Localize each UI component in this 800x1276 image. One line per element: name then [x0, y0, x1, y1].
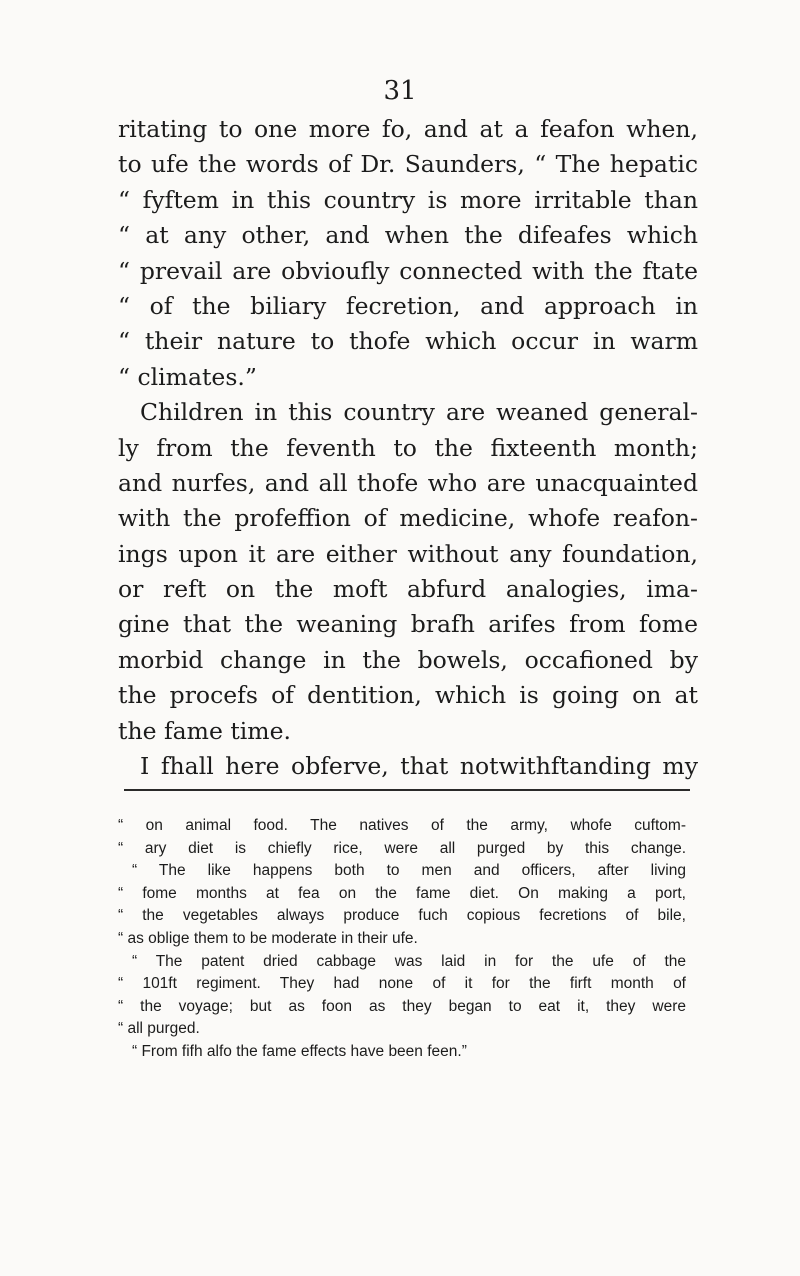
- text-line: the procefs of dentition, which is going on at: [118, 681, 698, 710]
- text-line: and nurfes, and all thofe who are unacquainted: [118, 468, 698, 497]
- text-line: morbid change in the bowels, occafioned by: [118, 645, 698, 674]
- main-text: [118, 112, 698, 784]
- text-line: I fhall here obferve, that notwithftanding my: [140, 752, 698, 781]
- text-line: “ at any other, and when the difeafes which: [118, 221, 698, 250]
- text-line: the fame time.: [118, 716, 291, 745]
- text-line: “ prevail are obvioufly connected with the ftate: [118, 256, 698, 285]
- text-line: “ their nature to thofe which occur in warm: [118, 327, 698, 356]
- text-line: to ufe the words of Dr. Saunders, “ The hepatic: [118, 150, 698, 179]
- text-line: Children in this country are weaned general-: [140, 398, 698, 427]
- text-line: “ climates.”: [118, 362, 257, 391]
- text-line: ings upon it are either without any foundation,: [118, 539, 698, 568]
- footnote-line: “ 101ft regiment. They had none of it for the firft month of: [118, 975, 686, 993]
- footnote-line: “ all purged.: [118, 1020, 200, 1038]
- text-line: ritating to one more fo, and at a feafon when,: [118, 115, 698, 143]
- footnote-line: “ the vegetables always produce fuch copious fecretions of bile,: [118, 907, 686, 925]
- text-line: with the profeffion of medicine, whofe reafon-: [118, 504, 698, 533]
- footnote: [118, 815, 686, 1064]
- footnote-line: “ From fifh alfo the fame effects have been feen.”: [132, 1042, 467, 1060]
- text-line: or reft on the moft abfurd analogies, ima-: [118, 575, 698, 604]
- footnote-divider: [124, 789, 690, 791]
- footnote-line: “ the voyage; but as foon as they began to eat it, they were: [118, 997, 686, 1015]
- footnote-line: “ as oblige them to be moderate in their ufe.: [118, 929, 418, 947]
- text-line: gine that the weaning brafh arifes from fome: [118, 610, 698, 639]
- text-line: ly from the feventh to the fixteenth month;: [118, 433, 698, 462]
- footnote-line: “ fome months at fea on the fame diet. On making a port,: [118, 884, 686, 902]
- footnote-line: “ on animal food. The natives of the army, whofe cuftom-: [118, 817, 686, 834]
- footnote-line: “ ary diet is chiefly rice, were all purged by this change.: [118, 839, 686, 857]
- footnote-line: “ The patent dried cabbage was laid in for the ufe of the: [132, 952, 686, 970]
- text-line: “ of the biliary fecretion, and approach in: [118, 291, 698, 320]
- text-line: “ fyftem in this country is more irritable than: [118, 185, 698, 214]
- footnote-line: “ The like happens both to men and officers, after living: [132, 862, 686, 880]
- page-number: 31: [383, 76, 417, 106]
